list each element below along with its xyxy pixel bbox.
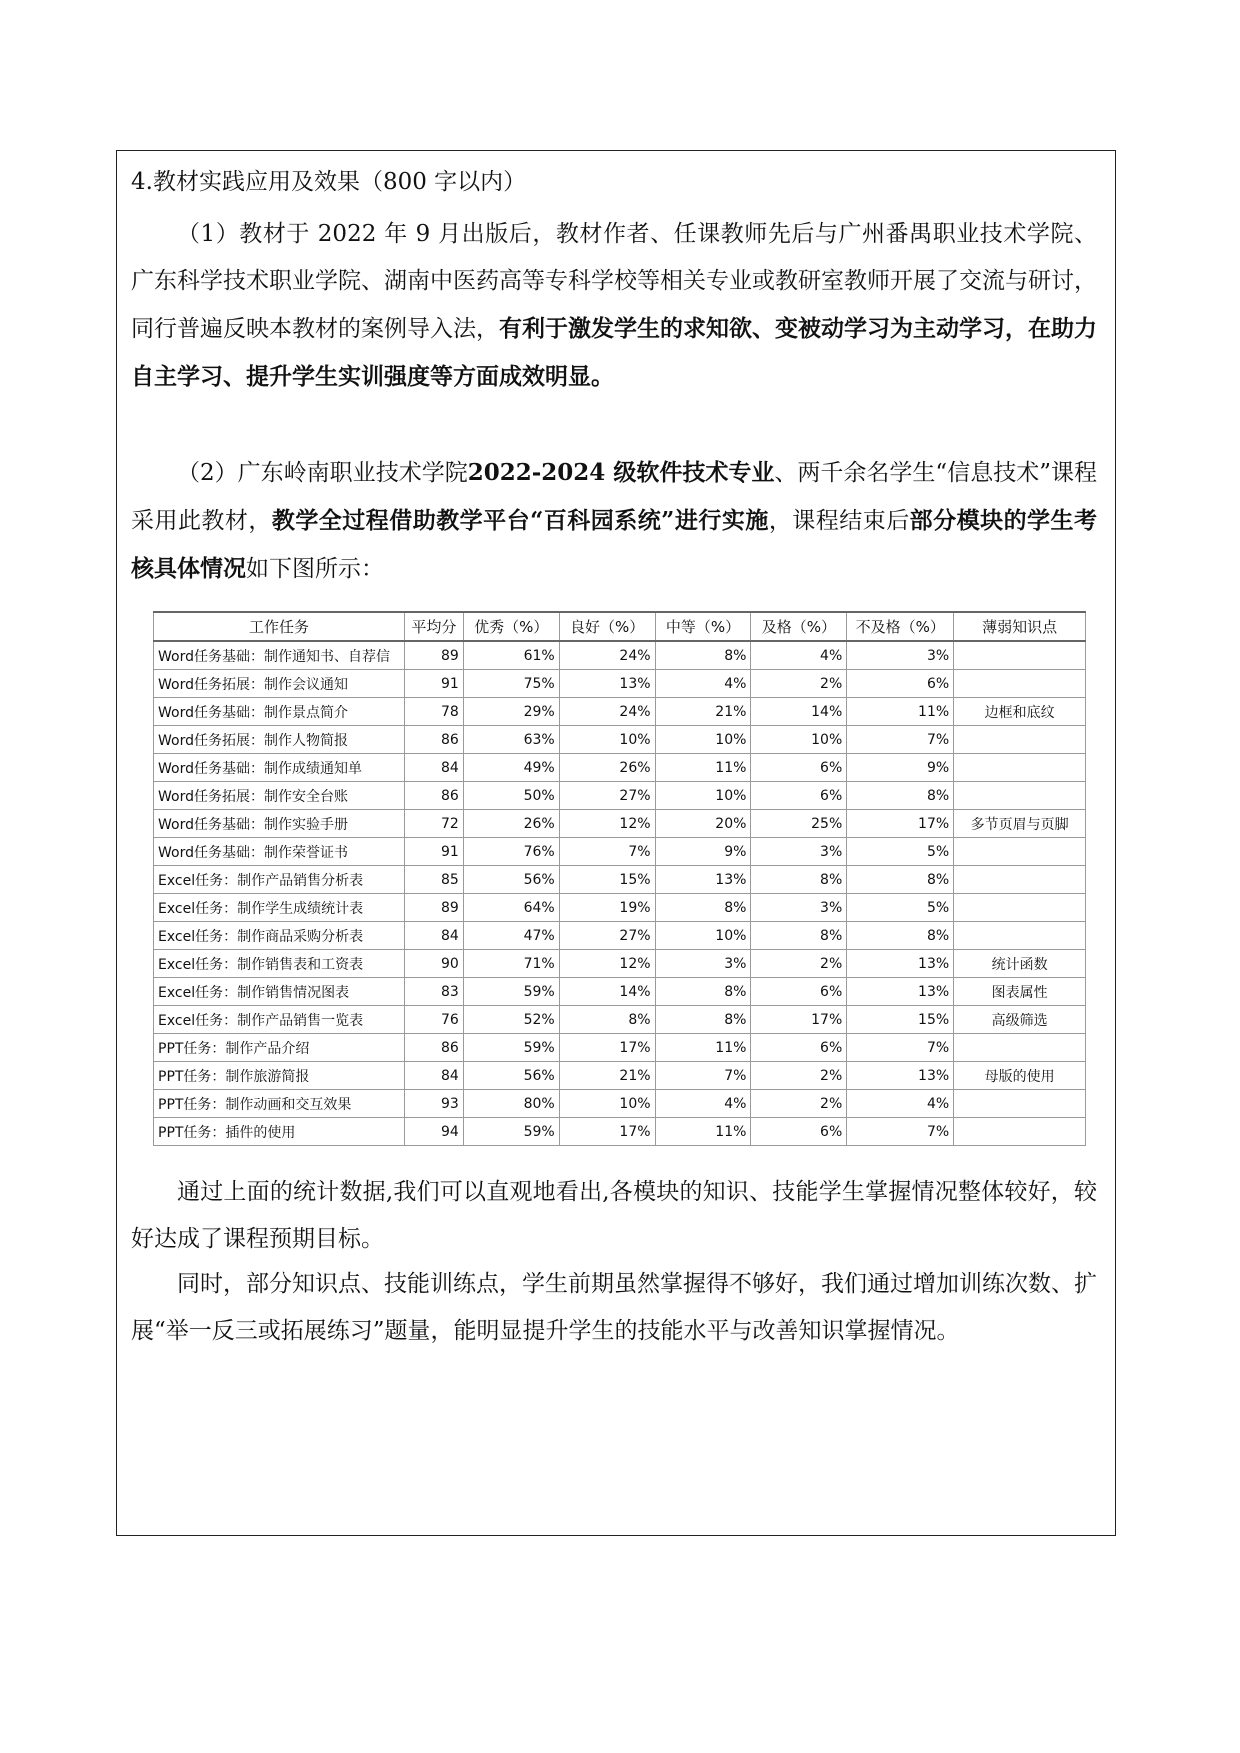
table-row [154,1118,1086,1146]
value-cell: 5% [847,894,954,922]
weak-point-cell [954,1090,1086,1118]
value-cell: 8% [559,1006,655,1034]
paragraph-4: 同时，部分知识点、技能训练点，学生前期虽然掌握得不够好，我们通过增加训练次数、扩展“举一反三或拓展练习”题量，能明显提升学生的技能水平与改善知识掌握情况。 [131,1271,1097,1344]
table-row [154,866,1086,894]
paragraph-1 [131,211,1097,401]
value-cell: 75% [463,670,559,698]
value-cell: 4% [655,1090,751,1118]
value-cell: 9% [655,838,751,866]
value-cell: 6% [751,1118,847,1146]
value-cell: 17% [751,1006,847,1034]
task-cell: Excel任务：制作产品销售一览表 [154,1006,405,1034]
value-cell: 8% [751,922,847,950]
table-header-cell: 薄弱知识点 [954,612,1086,641]
paragraph-1-bold: 有利于激发学生的求知欲、变被动学习为主动学习，在助力自主学习、提升学生实训强度等方面成效明显。 [131,315,1097,390]
value-cell: 78 [404,698,463,726]
value-cell: 64% [463,894,559,922]
value-cell: 61% [463,641,559,670]
results-table [153,611,1086,1146]
value-cell: 7% [559,838,655,866]
value-cell: 49% [463,754,559,782]
paragraph-1-text: （1）教材于 2022 年 9 月出版后，教材作者、任课教师先后与广州番禺职业技术学院、广东科学技术职业学院、湖南中医药高等专科学校等相关专业或教研室教师开展了交流与研讨，同行普遍反映本教材的案例导入法， [131,221,1097,342]
table-row [154,726,1086,754]
value-cell: 19% [559,894,655,922]
task-cell: PPT任务：制作产品介绍 [154,1034,405,1062]
value-cell: 4% [655,670,751,698]
task-cell: PPT任务：制作动画和交互效果 [154,1090,405,1118]
value-cell: 14% [559,978,655,1006]
weak-point-cell: 边框和底纹 [954,698,1086,726]
weak-point-cell: 图表属性 [954,978,1086,1006]
task-cell: Word任务基础：制作实验手册 [154,810,405,838]
weak-point-cell [954,1034,1086,1062]
value-cell: 9% [847,754,954,782]
table-header-row [154,612,1086,641]
task-cell: Excel任务：制作学生成绩统计表 [154,894,405,922]
value-cell: 27% [559,922,655,950]
value-cell: 2% [751,1062,847,1090]
value-cell: 10% [655,922,751,950]
value-cell: 10% [655,782,751,810]
paragraph-2 [131,449,1097,593]
table-header-cell: 不及格（%） [847,612,954,641]
weak-point-cell [954,641,1086,670]
value-cell: 76 [404,1006,463,1034]
value-cell: 24% [559,698,655,726]
value-cell: 3% [847,641,954,670]
table-row [154,894,1086,922]
value-cell: 17% [559,1034,655,1062]
task-cell: Excel任务：制作销售表和工资表 [154,950,405,978]
value-cell: 11% [655,754,751,782]
value-cell: 7% [847,1118,954,1146]
weak-point-cell [954,782,1086,810]
task-cell: Excel任务：制作产品销售分析表 [154,866,405,894]
value-cell: 2% [751,670,847,698]
content-box [116,150,1116,1536]
value-cell: 90 [404,950,463,978]
table-row [154,641,1086,670]
weak-point-cell [954,1118,1086,1146]
value-cell: 17% [559,1118,655,1146]
value-cell: 47% [463,922,559,950]
value-cell: 93 [404,1090,463,1118]
value-cell: 13% [559,670,655,698]
value-cell: 84 [404,922,463,950]
table-header-cell: 及格（%） [751,612,847,641]
value-cell: 13% [847,978,954,1006]
value-cell: 91 [404,670,463,698]
paragraph-2-bold-3: 部分模块的学生考核具体情况 [131,507,1098,582]
value-cell: 4% [751,641,847,670]
paragraph-2-text-2: 、两千余名学生“信息技术”课程采用此教材， [131,460,1097,534]
table-row [154,1090,1086,1118]
value-cell: 85 [404,866,463,894]
task-cell: Word任务基础：制作成绩通知单 [154,754,405,782]
task-cell: Word任务拓展：制作安全台账 [154,782,405,810]
value-cell: 3% [751,894,847,922]
weak-point-cell [954,754,1086,782]
value-cell: 84 [404,1062,463,1090]
value-cell: 12% [559,810,655,838]
value-cell: 86 [404,1034,463,1062]
value-cell: 6% [847,670,954,698]
task-cell: PPT任务：制作旅游简报 [154,1062,405,1090]
table-row [154,922,1086,950]
value-cell: 89 [404,894,463,922]
table-row [154,838,1086,866]
value-cell: 15% [847,1006,954,1034]
weak-point-cell [954,894,1086,922]
table-header-cell: 平均分 [404,612,463,641]
value-cell: 59% [463,1118,559,1146]
weak-point-cell [954,670,1086,698]
value-cell: 11% [655,1034,751,1062]
value-cell: 7% [847,1034,954,1062]
value-cell: 8% [847,782,954,810]
task-cell: Excel任务：制作销售情况图表 [154,978,405,1006]
value-cell: 10% [751,726,847,754]
value-cell: 56% [463,866,559,894]
value-cell: 10% [655,726,751,754]
value-cell: 7% [847,726,954,754]
value-cell: 8% [655,978,751,1006]
value-cell: 21% [655,698,751,726]
table-row [154,1034,1086,1062]
value-cell: 13% [847,950,954,978]
value-cell: 25% [751,810,847,838]
value-cell: 72 [404,810,463,838]
value-cell: 7% [655,1062,751,1090]
value-cell: 63% [463,726,559,754]
value-cell: 10% [559,726,655,754]
value-cell: 2% [751,950,847,978]
value-cell: 80% [463,1090,559,1118]
paragraph-2-bold-2: 教学全过程借助教学平台“百科园系统”进行实施 [271,507,769,534]
results-table-image [153,611,1086,1146]
table-row [154,698,1086,726]
value-cell: 59% [463,978,559,1006]
weak-point-cell [954,922,1086,950]
value-cell: 29% [463,698,559,726]
value-cell: 21% [559,1062,655,1090]
task-cell: Word任务基础：制作通知书、自荐信 [154,641,405,670]
value-cell: 6% [751,1034,847,1062]
value-cell: 71% [463,950,559,978]
task-cell: Word任务基础：制作荣誉证书 [154,838,405,866]
value-cell: 10% [559,1090,655,1118]
value-cell: 27% [559,782,655,810]
table-row [154,782,1086,810]
value-cell: 6% [751,782,847,810]
value-cell: 3% [655,950,751,978]
paragraph-2-text-1: （2）广东岭南职业技术学院 [177,460,468,486]
table-row [154,1006,1086,1034]
weak-point-cell [954,726,1086,754]
value-cell: 76% [463,838,559,866]
value-cell: 26% [463,810,559,838]
table-row [154,978,1086,1006]
weak-point-cell: 多节页眉与页脚 [954,810,1086,838]
value-cell: 13% [655,866,751,894]
value-cell: 4% [847,1090,954,1118]
table-header-cell: 良好（%） [559,612,655,641]
value-cell: 8% [847,922,954,950]
value-cell: 91 [404,838,463,866]
value-cell: 11% [655,1118,751,1146]
task-cell: Excel任务：制作商品采购分析表 [154,922,405,950]
paragraph-2-text-4: 如下图所示： [246,556,384,582]
value-cell: 8% [751,866,847,894]
value-cell: 14% [751,698,847,726]
value-cell: 6% [751,754,847,782]
table-row [154,754,1086,782]
value-cell: 89 [404,641,463,670]
value-cell: 86 [404,726,463,754]
value-cell: 59% [463,1034,559,1062]
table-row [154,1062,1086,1090]
value-cell: 83 [404,978,463,1006]
paragraph-2-text-3: ，课程结束后 [768,508,910,534]
value-cell: 86 [404,782,463,810]
value-cell: 24% [559,641,655,670]
value-cell: 50% [463,782,559,810]
value-cell: 26% [559,754,655,782]
value-cell: 3% [751,838,847,866]
value-cell: 56% [463,1062,559,1090]
weak-point-cell [954,838,1086,866]
value-cell: 13% [847,1062,954,1090]
value-cell: 5% [847,838,954,866]
table-header-cell: 中等（%） [655,612,751,641]
task-cell: Word任务拓展：制作会议通知 [154,670,405,698]
value-cell: 8% [847,866,954,894]
paragraph-3: 通过上面的统计数据,我们可以直观地看出,各模块的知识、技能学生掌握情况整体较好，较好达成了课程预期目标。 [131,1179,1097,1252]
table-row [154,670,1086,698]
weak-point-cell: 统计函数 [954,950,1086,978]
value-cell: 12% [559,950,655,978]
table-header-cell: 优秀（%） [463,612,559,641]
value-cell: 94 [404,1118,463,1146]
value-cell: 20% [655,810,751,838]
table-header-cell: 工作任务 [154,612,405,641]
section-heading: 4.教材实践应用及效果（800 字以内） [131,169,527,195]
value-cell: 52% [463,1006,559,1034]
value-cell: 15% [559,866,655,894]
value-cell: 17% [847,810,954,838]
value-cell: 8% [655,641,751,670]
paragraph-2-bold-1: 2022-2024 级软件技术专业 [467,459,775,486]
value-cell: 8% [655,1006,751,1034]
value-cell: 2% [751,1090,847,1118]
task-cell: Word任务拓展：制作人物简报 [154,726,405,754]
value-cell: 6% [751,978,847,1006]
task-cell: PPT任务：插件的使用 [154,1118,405,1146]
table-row [154,950,1086,978]
weak-point-cell: 母版的使用 [954,1062,1086,1090]
weak-point-cell [954,866,1086,894]
weak-point-cell: 高级筛选 [954,1006,1086,1034]
value-cell: 84 [404,754,463,782]
table-row [154,810,1086,838]
value-cell: 11% [847,698,954,726]
value-cell: 8% [655,894,751,922]
task-cell: Word任务基础：制作景点简介 [154,698,405,726]
